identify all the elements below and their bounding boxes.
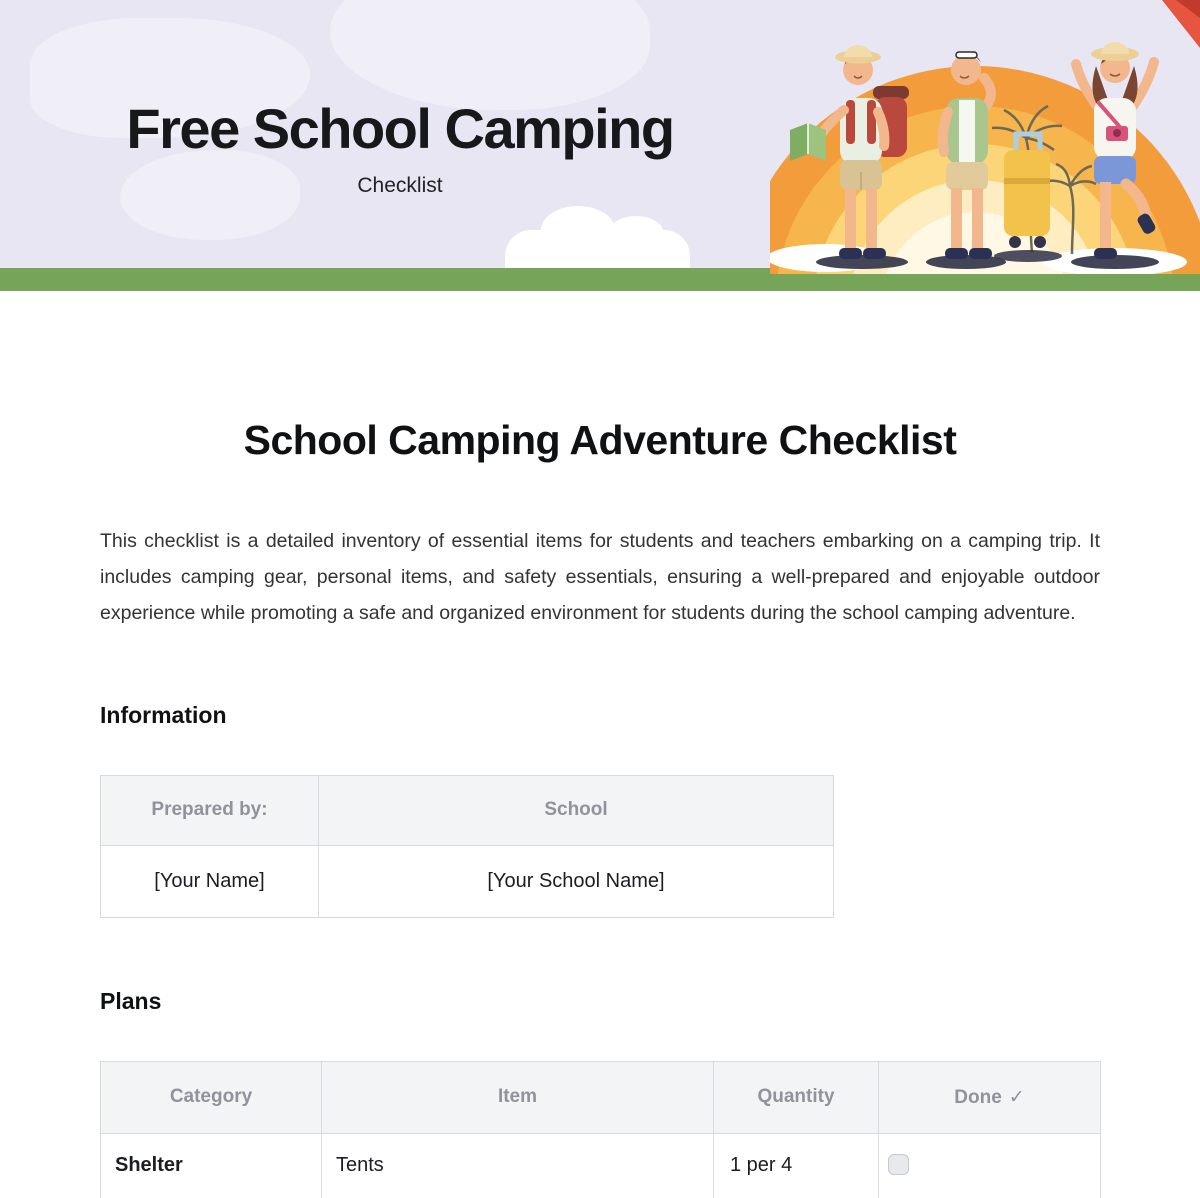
plans-table	[100, 1061, 1101, 1198]
campers-illustration	[770, 0, 1200, 274]
information-table	[100, 775, 834, 918]
plans-header-item: Item	[322, 1061, 714, 1133]
information-header-school: School	[319, 775, 834, 845]
plans-header-done-label: Done	[954, 1086, 1002, 1108]
plans-row	[101, 1133, 1101, 1198]
header-text-block	[0, 96, 800, 198]
plans-header-category: Category	[101, 1061, 322, 1133]
page-title: Free School Camping	[126, 97, 674, 160]
document-body	[0, 417, 1200, 1198]
plans-cell-quantity: 1 per 4	[714, 1133, 879, 1198]
document-title: School Camping Adventure Checklist	[243, 417, 957, 463]
prepared-by-value[interactable]: [Your Name]	[101, 845, 319, 917]
plans-cell-item: Tents	[322, 1133, 714, 1198]
plans-heading: Plans	[100, 987, 162, 1014]
plans-header-quantity: Quantity	[714, 1061, 879, 1133]
document-description: This checklist is a detailed inventory of essential items for students and teachers embarking on a camping trip. It includes camping gear, personal items, and safety essentials, ensuring a well-prepared and enjoyable outdoor experience while promoting a safe and organized environment for students during the school camping adventure.	[100, 530, 1100, 624]
information-heading: Information	[100, 701, 227, 728]
plans-cell-category: Shelter	[101, 1133, 322, 1198]
information-header-row	[101, 775, 834, 845]
page-subtitle: Checklist	[357, 174, 443, 197]
corner-flag-graphic	[1162, 0, 1200, 48]
check-icon: ✓	[1008, 1086, 1025, 1108]
map-background-shape	[330, 0, 650, 110]
header	[0, 0, 1200, 268]
information-row	[101, 845, 834, 917]
school-name-value[interactable]: [Your School Name]	[319, 845, 834, 917]
information-header-prepared-by: Prepared by:	[101, 775, 319, 845]
plans-header-row	[101, 1061, 1101, 1133]
cloud-graphic	[505, 230, 690, 268]
done-checkbox[interactable]	[888, 1154, 909, 1175]
plans-cell-done	[879, 1133, 1101, 1198]
plans-header-done	[879, 1061, 1101, 1133]
